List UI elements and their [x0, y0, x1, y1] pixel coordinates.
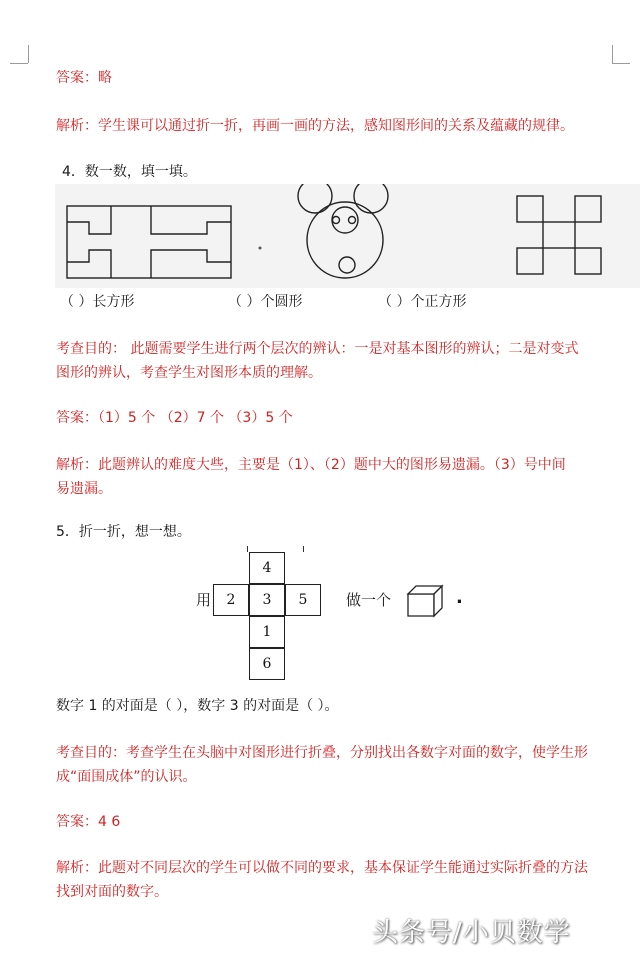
net-face-right: 5 — [285, 584, 321, 616]
q4-analysis-line2: 易遗漏。 — [56, 481, 112, 497]
net-face-center: 3 — [249, 584, 285, 616]
rectangles-figure — [67, 206, 231, 278]
use-label: 用 — [196, 591, 212, 609]
q5-analysis-line2: 找到对面的数字。 — [56, 884, 168, 900]
q5-question: 数字 1 的对面是（ ），数字 3 的对面是（ ）。 — [56, 698, 339, 714]
crop-mark — [612, 45, 613, 63]
blank-rectangles: （ ）长方形 — [60, 294, 135, 310]
q5-purpose-line1: 考查目的：考查学生在头脑中对图形进行折叠，分别找出各数字对面的数字，使学生形 — [56, 745, 588, 761]
q4-purpose-line2: 图形的辨认，考查学生对图形本质的理解。 — [56, 365, 322, 381]
q3-analysis: 解析：学生课可以通过折一折，再画一画的方法，感知图形间的关系及蕴藏的规律。 — [56, 118, 574, 134]
make-label: 做一个 — [346, 591, 392, 609]
q5-title: 5．折一折，想一想。 — [56, 524, 191, 540]
q4-title: 4．数一数，填一填。 — [62, 164, 197, 180]
squares-figure — [517, 196, 601, 274]
blank-squares: （ ）个正方形 — [378, 294, 467, 310]
q5-purpose-line2: 成“面围成体”的认识。 — [56, 769, 197, 785]
q4-answer: 答案：（1）5 个 （2）7 个 （3）5 个 — [56, 410, 293, 426]
q4-purpose-line1: 考查目的： 此题需要学生进行两个层次的辨认：一是对基本图形的辨认；二是对变式 — [56, 341, 579, 357]
net-face-bottom: 6 — [249, 648, 285, 680]
crop-mark — [612, 63, 630, 64]
tick-mark — [303, 546, 304, 552]
net-face-below: 1 — [249, 616, 285, 648]
dot-mark — [259, 247, 262, 250]
net-face-left: 2 — [213, 584, 249, 616]
q4-figures — [55, 184, 640, 288]
q5-answer: 答案：4 6 — [56, 814, 121, 830]
watermark: 头条号/小贝数学 — [372, 918, 571, 948]
blank-circles: （ ）个圆形 — [228, 294, 303, 310]
q5-analysis-line1: 解析：此题对不同层次的学生可以做不同的要求，基本保证学生能通过实际折叠的方法 — [56, 860, 588, 876]
tick-mark — [247, 546, 248, 552]
crop-mark — [28, 45, 29, 63]
q3-answer: 答案：略 — [56, 70, 112, 86]
make-period: . — [456, 587, 463, 608]
cube-icon — [406, 584, 446, 618]
circles-figure — [298, 184, 388, 278]
q4-analysis-line1: 解析：此题辨认的难度大些，主要是（1）、（2）题中大的图形易遗漏。（3）号中间 — [56, 457, 566, 473]
q4-figure-strip — [55, 184, 640, 288]
net-face-top: 4 — [249, 552, 285, 584]
crop-mark — [10, 63, 28, 64]
